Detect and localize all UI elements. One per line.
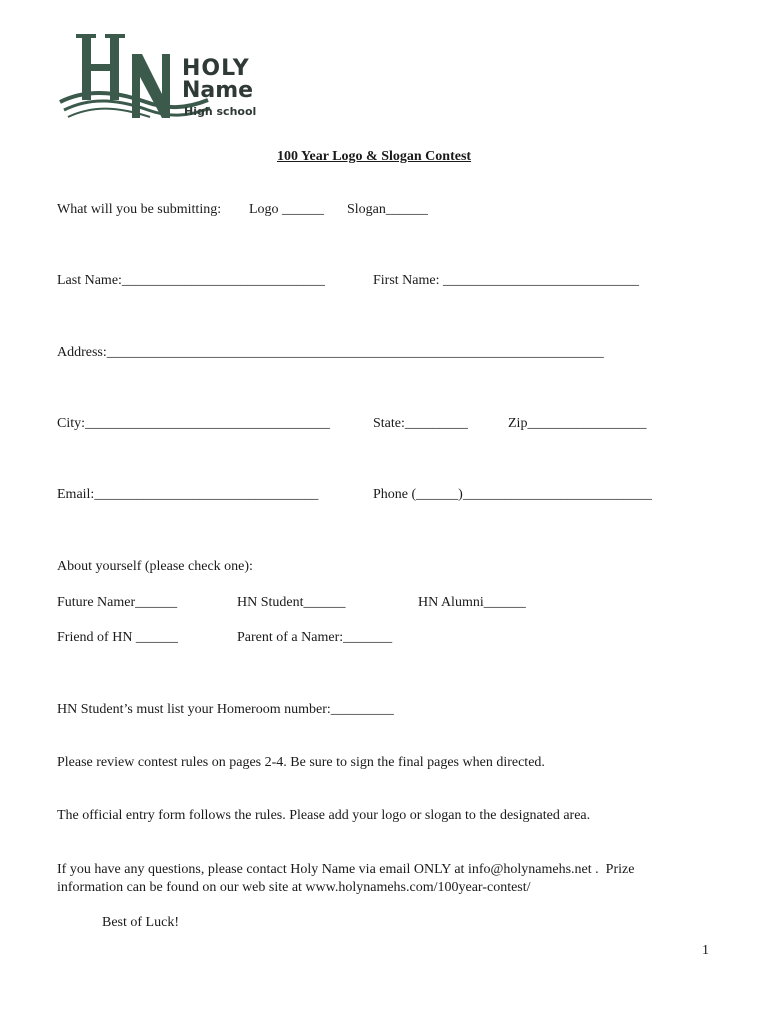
hn-alumni-checkbox[interactable]: HN Alumni______ (418, 595, 526, 610)
future-namer-checkbox[interactable]: Future Namer______ (57, 595, 178, 610)
best-of-luck-text: Best of Luck! (102, 915, 179, 930)
last-name-field[interactable]: Last Name:_____________________________ (57, 273, 325, 288)
logo-word-high-school: High school (184, 105, 257, 118)
logo-word-name: Name (182, 78, 254, 103)
state-field[interactable]: State:_________ (373, 416, 468, 431)
slogan-option-field[interactable]: Slogan______ (347, 202, 428, 217)
zip-field[interactable]: Zip_________________ (508, 416, 647, 431)
review-rules-text: Please review contest rules on pages 2-4. Be sure to sign the final pages when directed. (57, 755, 545, 770)
phone-field[interactable]: Phone (______)___________________________ (373, 487, 652, 502)
friend-of-hn-checkbox[interactable]: Friend of HN ______ (57, 630, 178, 645)
school-logo (58, 30, 258, 126)
first-name-field[interactable]: First Name: ____________________________ (373, 273, 639, 288)
questions-text-line2: information can be found on our web site at www.holynamehs.com/100year-contest/ (57, 880, 531, 895)
submitting-prompt: What will you be submitting: (57, 202, 222, 217)
homeroom-field[interactable]: HN Student’s must list your Homeroom number:_________ (57, 702, 394, 717)
logo-word-holy: HOLY (182, 56, 250, 81)
form-title: 100 Year Logo & Slogan Contest (277, 149, 472, 164)
questions-text-line1: If you have any questions, please contact Holy Name via email ONLY at info@holynamehs.net . Prize (57, 862, 635, 877)
about-yourself-heading: About yourself (please check one): (57, 559, 253, 574)
page-number: 1 (702, 943, 709, 958)
parent-of-namer-checkbox[interactable]: Parent of a Namer:_______ (237, 630, 393, 645)
address-field[interactable]: Address:_______________________________________________________________________ (57, 345, 604, 360)
city-field[interactable]: City:___________________________________ (57, 416, 331, 431)
official-entry-text: The official entry form follows the rules. Please add your logo or slogan to the designated area. (57, 808, 591, 823)
logo-option-field[interactable]: Logo ______ (249, 202, 325, 217)
email-field[interactable]: Email:________________________________ (57, 487, 319, 502)
hn-student-checkbox[interactable]: HN Student______ (237, 595, 346, 610)
